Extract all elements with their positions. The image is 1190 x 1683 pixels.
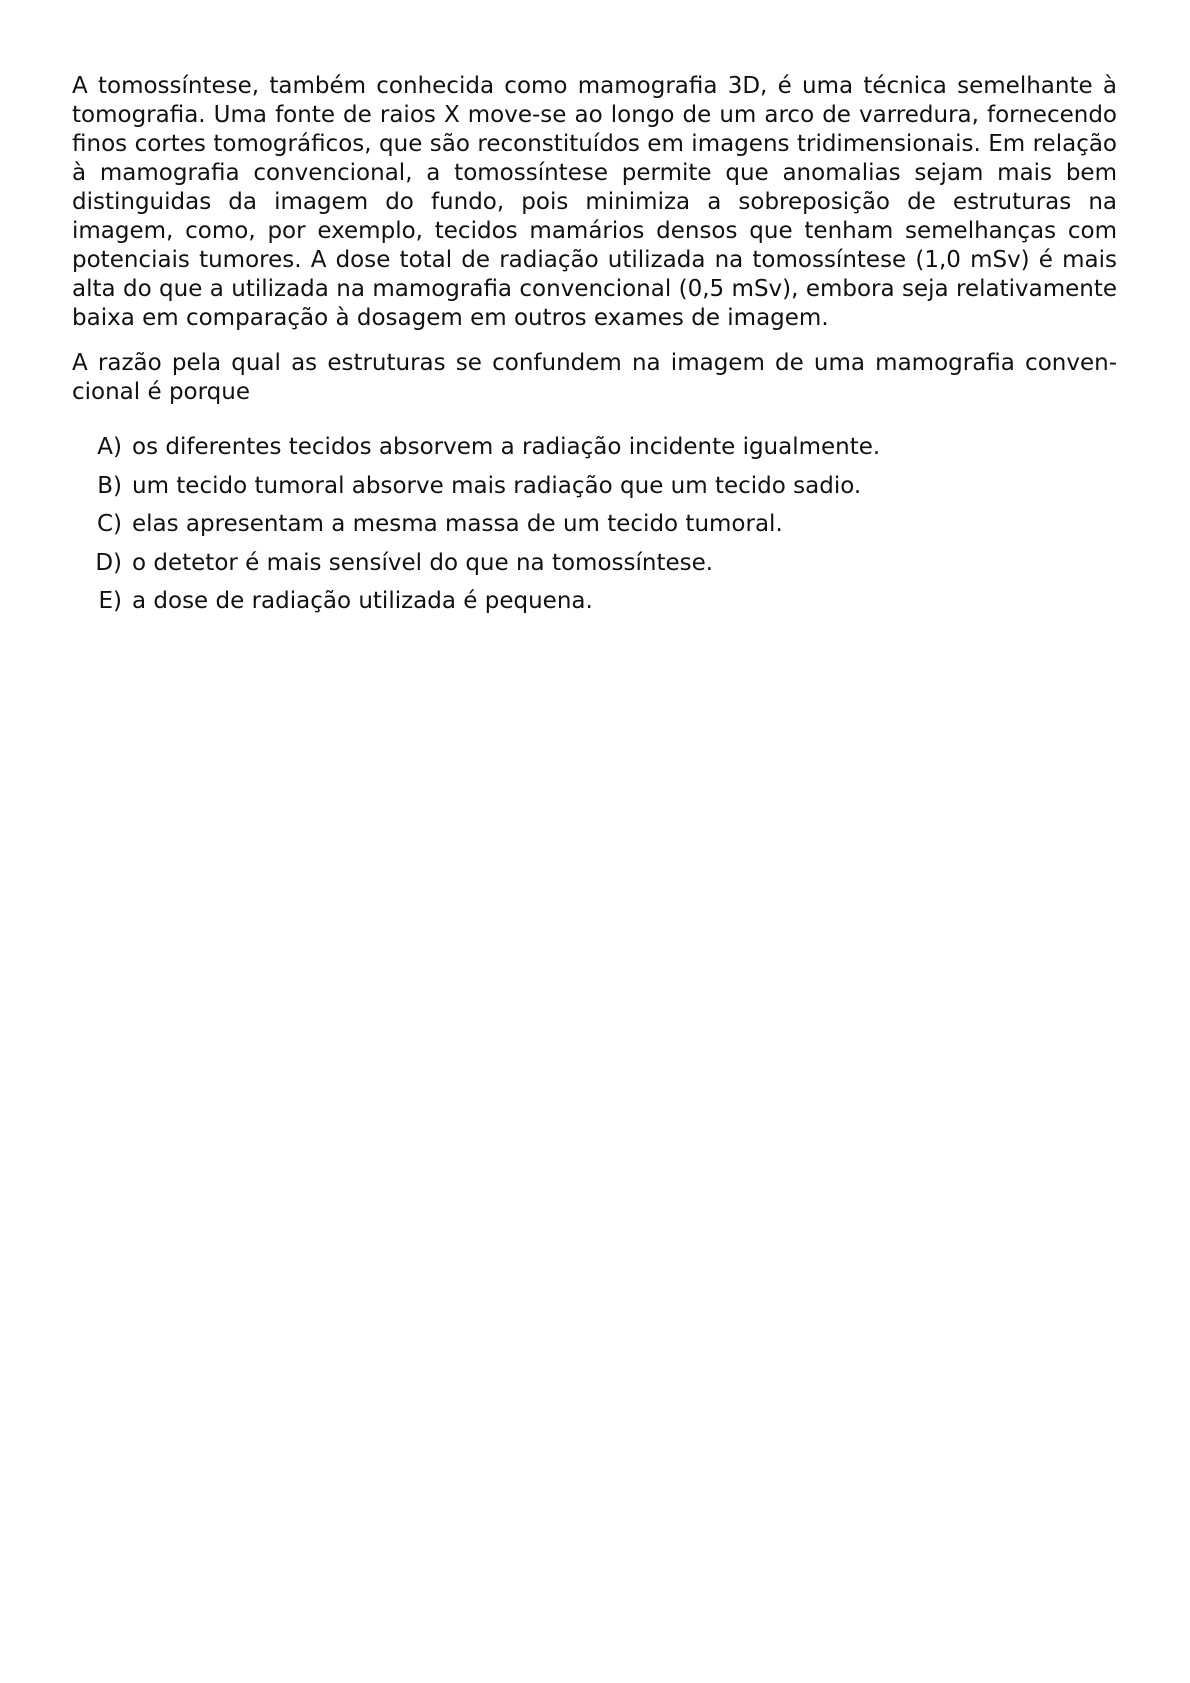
option-letter: B)	[97, 472, 122, 499]
option-text: o detetor é mais sensível do que na tomossíntese.	[132, 549, 714, 576]
option-letter: E)	[98, 588, 122, 614]
document-page	[72, 72, 1117, 626]
question-stem: A razão pela qual as estruturas se confundem na imagem de uma mamografia convencional é porque	[72, 350, 1117, 405]
option-text: um tecido tumoral absorve mais radiação que um tecido sadio.	[132, 472, 862, 499]
option-d[interactable]	[72, 549, 1117, 578]
context-paragraph: A tomossíntese, também conhecida como mamografia 3D, é uma técnica semelhante à tomografia. Uma fonte de raios X move-se ao longo de um arco de varredura, fornecendo finos cortes tomográficos, que são reconstituídos em imagens tridimensionais. Em relação à mamografia convencional, a tomossíntese permite que anomalias sejam mais bem distinguidas da imagem do fundo, pois minimiza a sobreposição de estruturas na imagem, como, por exemplo, tecidos mamários densos que tenham semelhanças com potenciais tumores. A dose total de radiação utilizada na tomossíntese (1,0 mSv) é mais alta do que a utilizada na mamografia convencional (0,5 mSv), embora seja relativamente baixa em comparação à dosagem em outros exames de imagem.	[72, 73, 1117, 331]
option-text: os diferentes tecidos absorvem a radiação incidente igualmente.	[132, 434, 881, 460]
option-letter: A)	[97, 434, 122, 460]
option-e[interactable]	[72, 587, 1117, 616]
option-b[interactable]	[72, 472, 1117, 501]
option-a[interactable]	[72, 433, 1117, 462]
option-letter: C)	[96, 511, 122, 537]
option-c[interactable]	[72, 510, 1117, 539]
answer-options	[72, 433, 1117, 616]
option-letter: D)	[95, 549, 122, 576]
option-text: a dose de radiação utilizada é pequena.	[132, 588, 593, 614]
option-text: elas apresentam a mesma massa de um tecido tumoral.	[132, 511, 783, 537]
